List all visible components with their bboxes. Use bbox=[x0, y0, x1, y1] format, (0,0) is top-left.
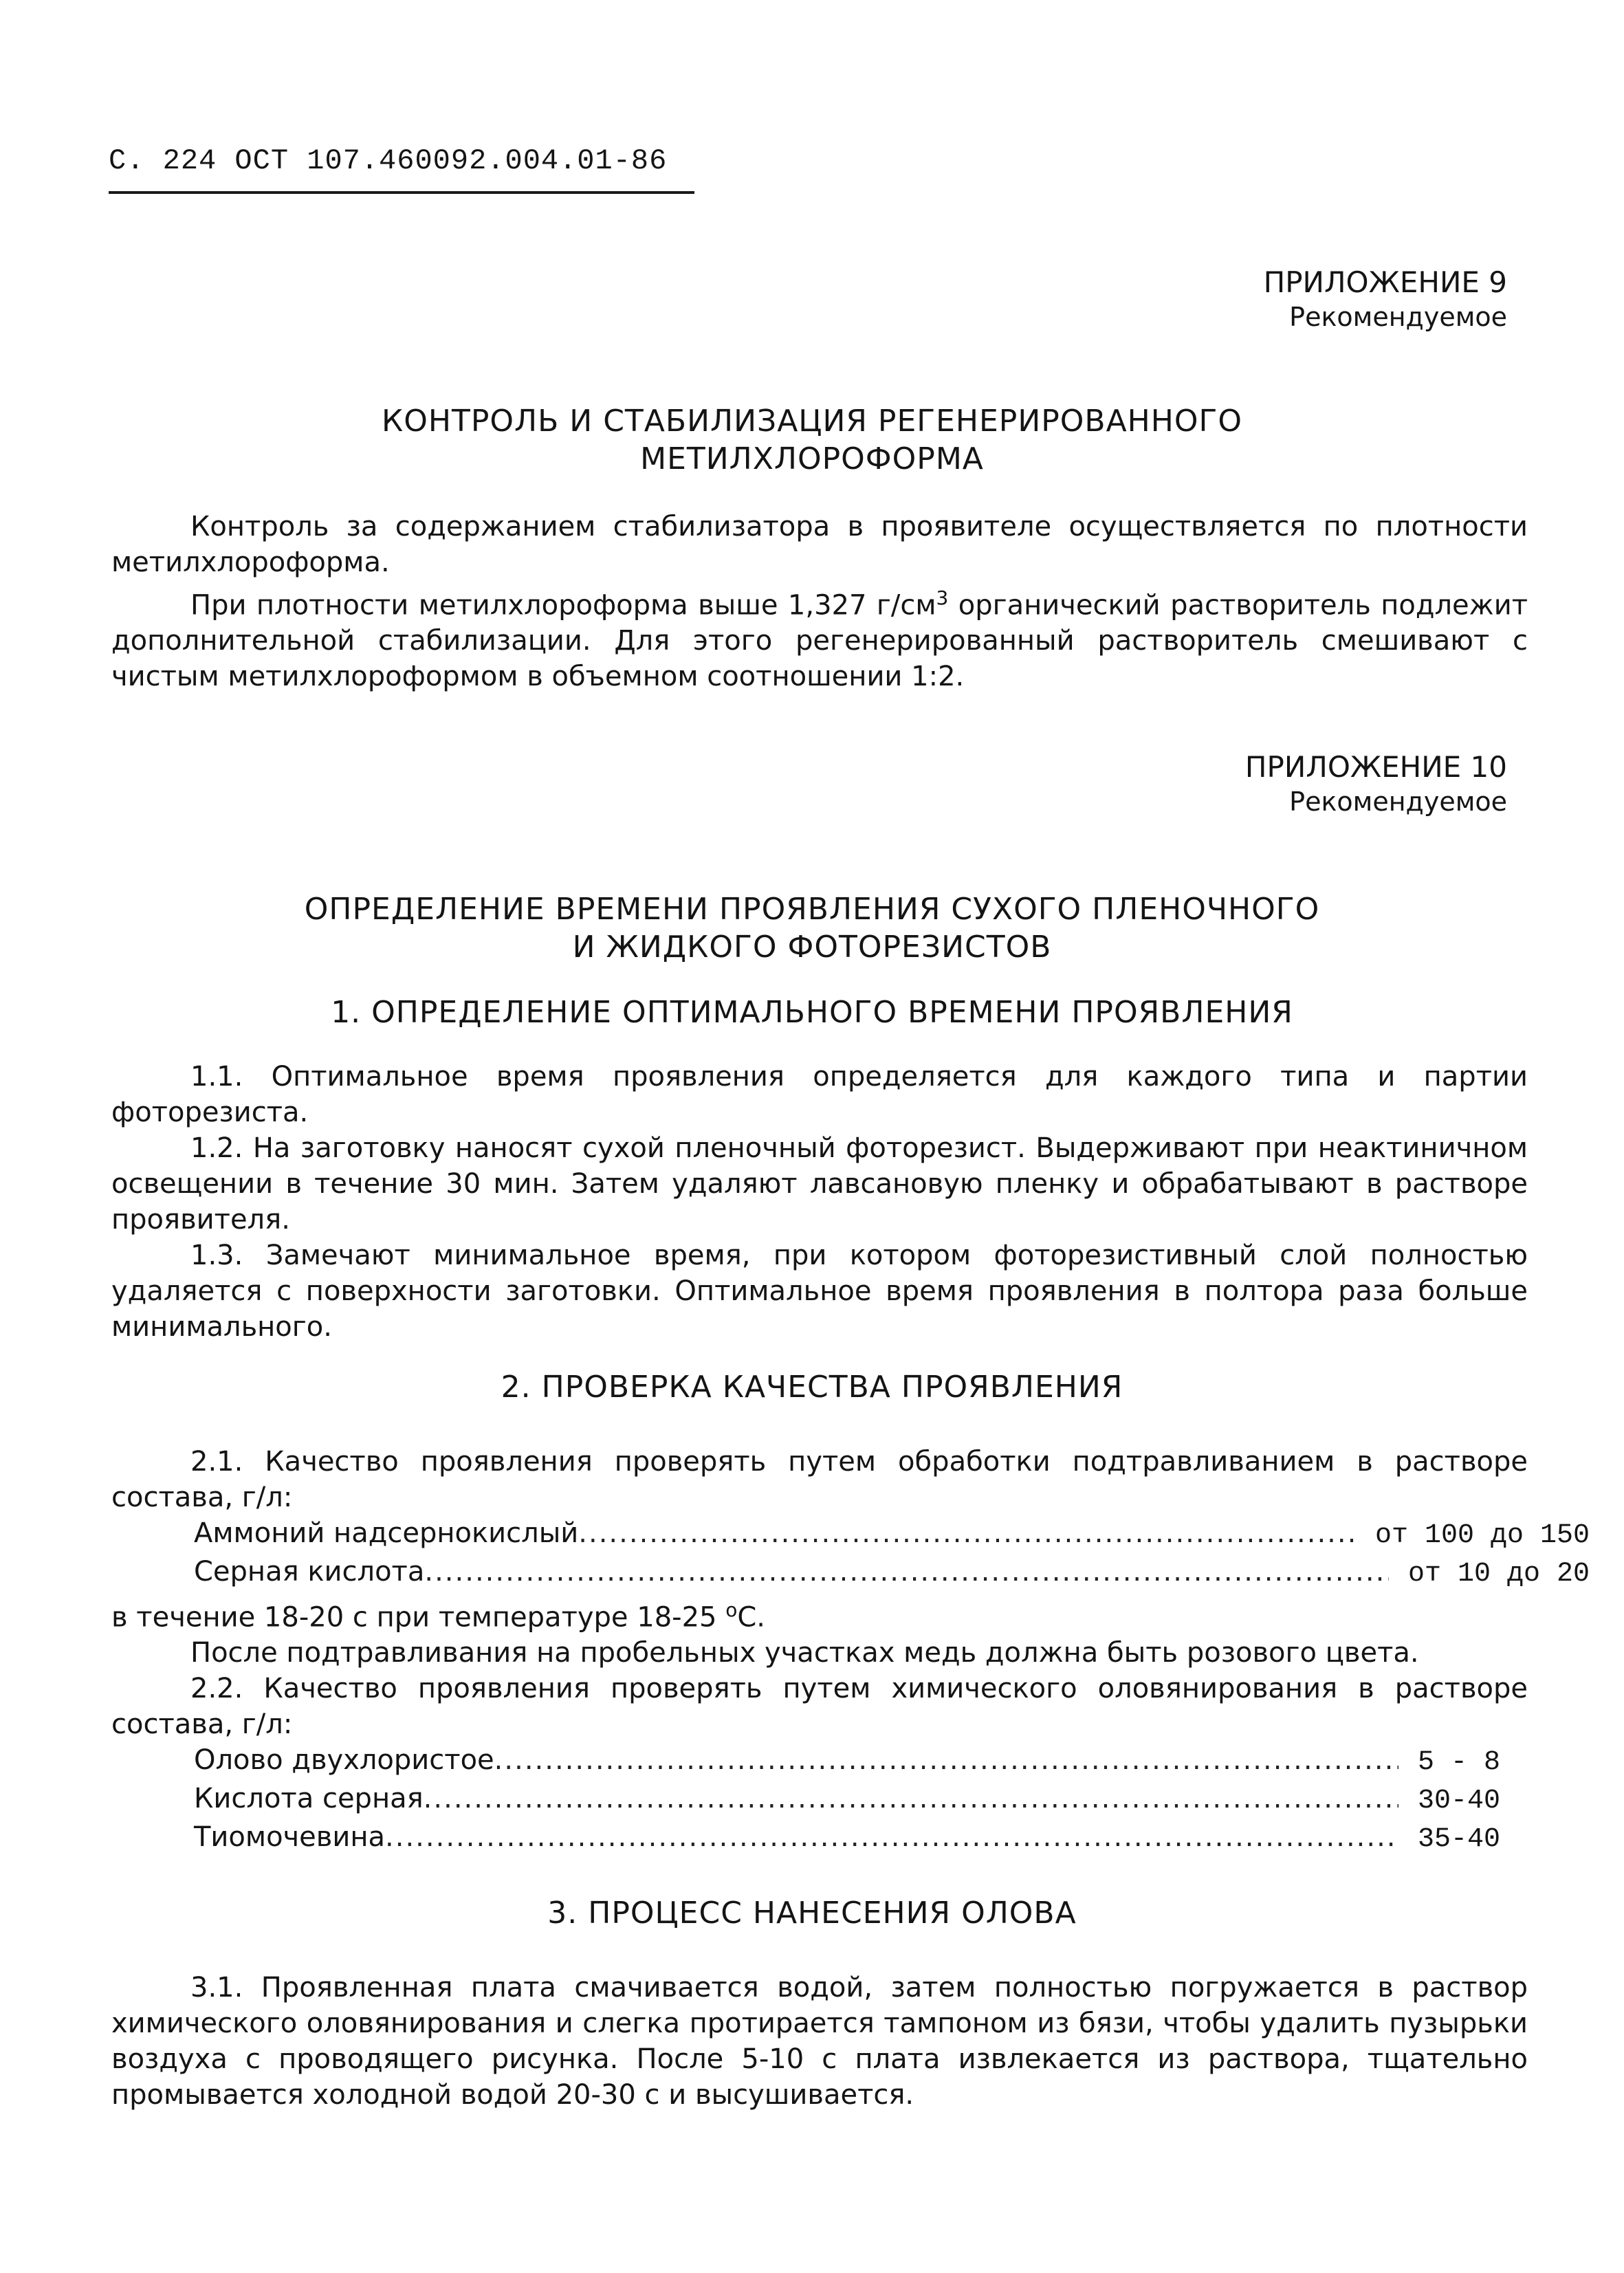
subsection-2-title: 2. ПРОВЕРКА КАЧЕСТВА ПРОЯВЛЕНИЯ bbox=[501, 1370, 1123, 1405]
table-row: Аммоний надсернокислый ..... от 100 до 150 bbox=[194, 1515, 1590, 1554]
header-underline bbox=[109, 191, 694, 194]
section-9-title-line1: КОНТРОЛЬ И СТАБИЛИЗАЦИЯ РЕГЕНЕРИРОВАННОГО bbox=[382, 404, 1242, 439]
table-row: Олово двухлористое ..... 5 - 8 bbox=[194, 1742, 1500, 1781]
section-9-body bbox=[111, 509, 1528, 694]
item-3-1: 3.1. Проявленная плата смачивается водой, затем полностью погружается в раствор химического оловянирования и слегка протирается тампоном из бязи, чтобы удалить пузырьки воздуха с проводящего рисунка. После 5-10 с плата извлекается из раствора, тщательно промывается холодной водой 20-30 с и высушивается. bbox=[111, 1972, 1528, 2111]
item-1-1: 1.1. Оптимальное время проявления определяется для каждого типа и партии фоторезиста. bbox=[111, 1061, 1528, 1128]
subsection-1-body bbox=[111, 1059, 1528, 1345]
page-header: С. 224 ОСТ 107.460092.004.01-86 bbox=[109, 144, 668, 177]
table-row: Серная кислота ..... от 10 до 20 bbox=[194, 1554, 1590, 1592]
table-row: Кислота серная ..... 30-40 bbox=[194, 1781, 1500, 1819]
appendix-9-heading bbox=[1264, 265, 1507, 333]
subsection-3-title: 3. ПРОЦЕСС НАНЕСЕНИЯ ОЛОВА bbox=[547, 1896, 1077, 1931]
item-2-1-conditions: в течение 18-20 с при температуре 18-25 $^о$С. bbox=[111, 1599, 765, 1634]
appendix-10-label: ПРИЛОЖЕНИЕ 10 bbox=[1244, 750, 1507, 784]
section-9-para2: При плотности метилхлороформа выше 1,327 $г/см^3$ органический растворитель подлежит дополнительной стабилизации. Для этого регенерированный растворитель смешивают с чистым метилхлороформом в объемном соотношении 1:2. bbox=[111, 586, 1528, 693]
appendix-9-label: ПРИЛОЖЕНИЕ 9 bbox=[1263, 265, 1507, 299]
solution-2-table bbox=[111, 1742, 1500, 1858]
subsection-3-body bbox=[111, 1970, 1528, 2113]
item-2-2: 2.2. Качество проявления проверять путем химического оловянирования в растворе состава, г/л: bbox=[111, 1673, 1528, 1741]
subsection-1-title: 1. ОПРЕДЕЛЕНИЕ ОПТИМАЛЬНОГО ВРЕМЕНИ ПРОЯВЛЕНИЯ bbox=[331, 995, 1293, 1030]
item-2-1-note: После подтравливания на пробельных участках медь должна быть розового цвета. bbox=[190, 1637, 1419, 1669]
section-10-title-line1: ОПРЕДЕЛЕНИЕ ВРЕМЕНИ ПРОЯВЛЕНИЯ СУХОГО ПЛЕНОЧНОГО bbox=[304, 892, 1320, 927]
appendix-10-heading bbox=[1245, 749, 1507, 818]
section-9-para1: Контроль за содержанием стабилизатора в проявителе осуществляется по плотности метилхлороформа. bbox=[111, 511, 1528, 578]
item-1-2: 1.2. На заготовку наносят сухой пленочный фоторезист. Выдерживают при неактиничном освещении в течение 30 мин. Затем удаляют лавсановую пленку и обрабатывают в растворе проявителя. bbox=[111, 1132, 1528, 1236]
subsection-2-body bbox=[111, 1444, 1590, 1858]
section-10-title bbox=[0, 890, 1624, 966]
item-2-1: 2.1. Качество проявления проверять путем обработки подтравливанием в растворе состава, г/л: bbox=[111, 1446, 1528, 1513]
solution-1-table bbox=[111, 1515, 1590, 1592]
section-10-title-line2: И ЖИДКОГО ФОТОРЕЗИСТОВ bbox=[572, 930, 1052, 965]
section-9-title-line2: МЕТИЛХЛОРОФОРМА bbox=[640, 441, 984, 476]
appendix-9-status: Рекомендуемое bbox=[1289, 301, 1507, 332]
appendix-10-status: Рекомендуемое bbox=[1289, 786, 1507, 817]
table-row: Тиомочевина ..... 35-40 bbox=[194, 1819, 1500, 1858]
section-9-title bbox=[0, 402, 1624, 478]
item-1-3: 1.3. Замечают минимальное время, при котором фоторезистивный слой полностью удаляется с поверхности заготовки. Оптимальное время проявления в полтора раза больше минимального. bbox=[111, 1240, 1528, 1343]
